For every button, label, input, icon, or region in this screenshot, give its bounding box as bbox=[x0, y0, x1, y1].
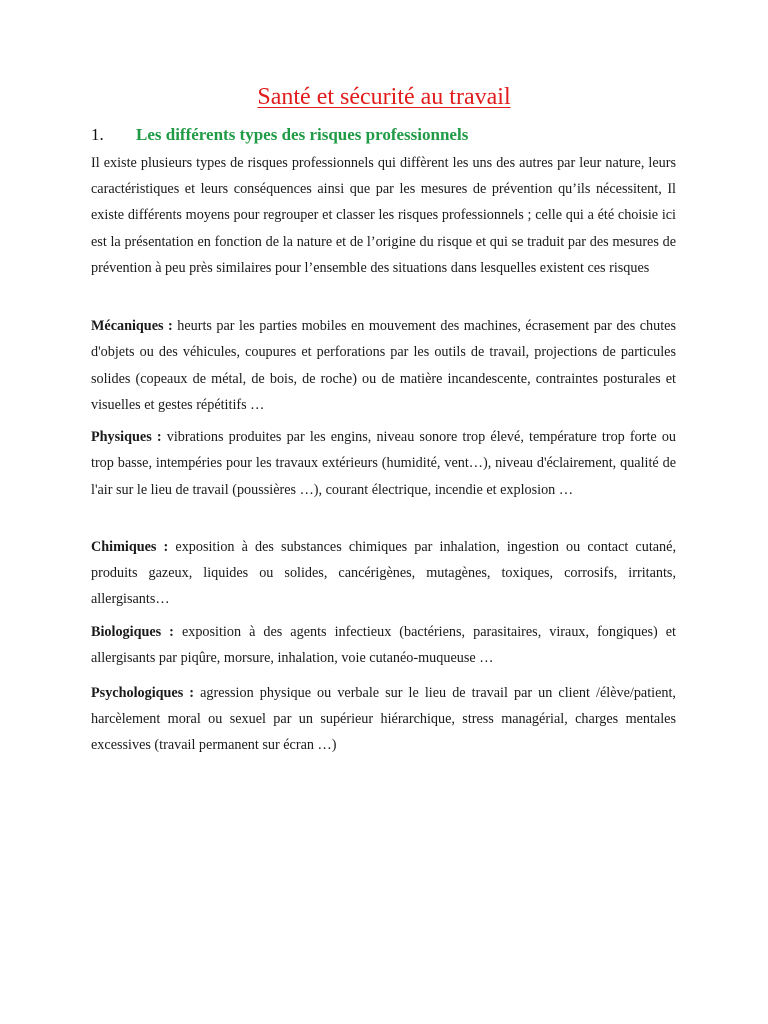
risk-paragraph-psychologiques bbox=[91, 680, 676, 759]
risk-label: Biologiques : bbox=[91, 624, 174, 640]
risk-paragraph-mecaniques bbox=[91, 313, 676, 418]
risk-paragraph-biologiques bbox=[91, 619, 676, 672]
risk-text: exposition à des substances chimiques par inhalation, ingestion ou contact cutané, produits gazeux, liquides ou solides, cancérigènes, mutagènes, toxiques, corrosifs, irritants, allergisants… bbox=[91, 539, 676, 607]
page-title: Santé et sécurité au travail bbox=[257, 84, 511, 110]
intro-paragraph: Il existe plusieurs types de risques professionnels qui diffèrent les uns des autres par leur nature, leurs caractéristiques et leurs conséquences ainsi que par les mesures de prévention qu’ils nécessitent, Il existe différents moyens pour regrouper et classer les risques professionnels ; celle qui a été choisie ici est la présentation en fonction de la nature et de l’origine du risque et qui se traduit par des mesures de prévention à peu près similaires pour l’ensemble des situations dans lesquelles existent ces risques bbox=[91, 155, 676, 276]
risk-text: exposition à des agents infectieux (bactériens, parasitaires, viraux, fongiques) et allergisants par piqûre, morsure, inhalation, voie cutanéo-muqueuse … bbox=[91, 624, 676, 667]
risk-paragraph-physiques bbox=[91, 424, 676, 503]
section-heading bbox=[91, 124, 468, 146]
risk-paragraph-chimiques bbox=[91, 535, 676, 612]
section-heading-text: Les différents types des risques professionnels bbox=[136, 125, 469, 144]
risk-label: Physiques : bbox=[91, 429, 162, 445]
risk-text: heurts par les parties mobiles en mouvement des machines, écrasement par des chutes d'objets ou des véhicules, coupures et perforations par les outils de travail, projections de particules solides (copeaux de métal, de bois, de roche) ou de matière incandescente, contraintes posturales et visuelles et gestes répétitifs … bbox=[91, 318, 676, 413]
section-number: 1. bbox=[91, 125, 104, 144]
risk-label: Chimiques : bbox=[91, 539, 169, 555]
risk-label: Mécaniques : bbox=[91, 318, 173, 334]
risk-label: Psychologiques : bbox=[91, 685, 195, 701]
risk-text: agression physique ou verbale sur le lieu de travail par un client /élève/patient, harcèlement moral ou sexuel par un supérieur hiérarchique, stress managérial, charges mentales excessives (travail permanent sur écran …) bbox=[91, 685, 676, 754]
risk-text: vibrations produites par les engins, niveau sonore trop élevé, température trop forte ou trop basse, intempéries pour les travaux extérieurs (humidité, vent…), niveau d'éclairement, qualité de l'air sur le lieu de travail (poussières …), courant électrique, incendie et explosion … bbox=[91, 429, 677, 498]
